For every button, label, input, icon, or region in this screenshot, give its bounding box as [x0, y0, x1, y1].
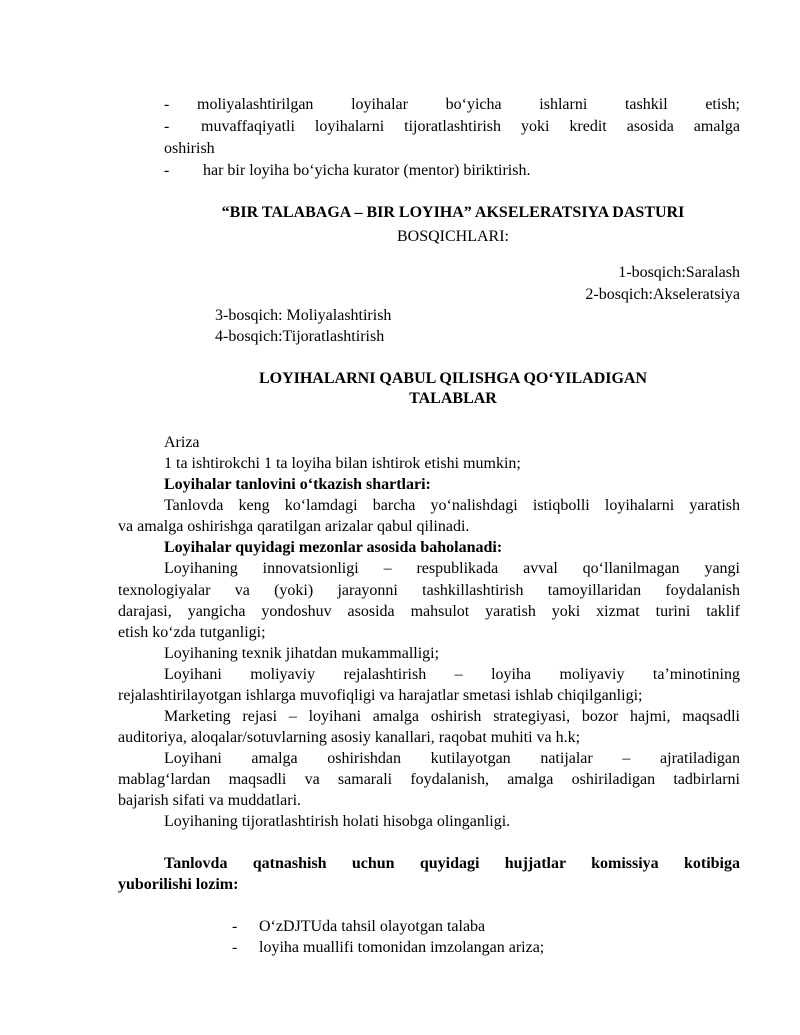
- conditions-heading: Loyihalar tanlovini o‘tkazish shartlari:: [164, 476, 431, 493]
- requirements-title-line2: TALABLAR: [409, 390, 497, 407]
- criterion-results: mablag‘lardan maqsadli va samarali foydalanish, amalga oshiriladigan tadbirlarni: [118, 771, 740, 788]
- criterion-innovation: texnologiyalar va (yoki) jarayonni tashkillashtirish tamoyillaridan foydalanish: [118, 582, 740, 599]
- program-subtitle: BOSQICHLARI:: [396, 228, 509, 245]
- criterion-results: bajarish sifati va muddatlari.: [118, 792, 302, 809]
- criterion-commercialization: Loyihaning tijoratlashtirish holati hisobga olinganligi.: [164, 813, 511, 830]
- list-item-text: har bir loyiha bo‘yicha kurator (mentor) biriktirish.: [203, 162, 531, 179]
- conditions-text: va amalga oshirishga qaratilgan arizalar qabul qilinadi.: [118, 518, 470, 535]
- criterion-marketing: auditoriya, aloqalar/sotuvlarning asosiy kanallari, raqobat muhiti va h.k;: [118, 729, 581, 746]
- criteria-heading: Loyihalar quyidagi mezonlar asosida baholanadi:: [164, 539, 503, 556]
- documents-heading: Tanlovda qatnashish uchun quyidagi hujjatlar komissiya kotibiga: [164, 855, 740, 872]
- list-dash: -: [164, 162, 170, 179]
- list-item-text: moliyalashtirilgan loyihalar bo‘yicha ishlarni tashkil etish;: [197, 96, 740, 113]
- criterion-financial: Loyihani moliyaviy rejalashtirish – loyiha moliyaviy ta’minotining: [164, 666, 740, 683]
- criterion-innovation: darajasi, yangicha yondoshuv asosida mahsulot yaratish yoki xizmat turini taklif: [118, 603, 740, 620]
- list-dash: -: [164, 118, 170, 135]
- criterion-innovation: Loyihaning innovatsionligi – respublikada avval qo‘llanilmagan yangi: [164, 560, 740, 577]
- program-title: “BIR TALABAGA – BIR LOYIHA” AKSELERATSIYA DASTURI: [221, 204, 685, 221]
- list-dash: -: [232, 939, 238, 956]
- stage-4: 4-bosqich:Tijoratlashtirish: [215, 328, 385, 345]
- criterion-financial: rejalashtirilayotgan ishlarga muvofiqligi va harajatlar smetasi ishlab chiqilganligi;: [118, 687, 643, 704]
- criterion-technical: Loyihaning texnik jihatdan mukammalligi;: [164, 645, 440, 662]
- list-dash: -: [164, 96, 170, 113]
- requirements-title-line1: LOYIHALARNI QABUL QILISHGA QO‘YILADIGAN: [258, 370, 648, 387]
- stage-3: 3-bosqich: Moliyalashtirish: [215, 307, 392, 324]
- list-dash: -: [232, 918, 238, 935]
- documents-heading: yuborilishi lozim:: [118, 876, 239, 893]
- criterion-results: Loyihani amalga oshirishdan kutilayotgan natijalar – ajratiladigan: [164, 750, 740, 767]
- list-item-text: muvaffaqiyatli loyihalarni tijoratlashtirish yoki kredit asosida amalga: [201, 118, 740, 135]
- stage-2: 2-bosqich:Akseleratsiya: [585, 286, 740, 303]
- document-item: O‘zDJTUda tahsil olayotgan talaba: [259, 918, 486, 935]
- document-item: loyiha muallifi tomonidan imzolangan ariza;: [259, 939, 545, 956]
- one-project-rule: 1 ta ishtirokchi 1 ta loyiha bilan ishtirok etishi mumkin;: [164, 455, 521, 472]
- stage-1: 1-bosqich:Saralash: [618, 264, 740, 281]
- list-item-continuation: oshirish: [164, 140, 215, 157]
- conditions-text: Tanlovda keng ko‘lamdagi barcha yo‘nalishdagi istiqbolli loyihalarni yaratish: [164, 497, 740, 514]
- ariza-label: Ariza: [164, 434, 200, 451]
- criterion-innovation: etish ko‘zda tutganligi;: [118, 624, 266, 641]
- criterion-marketing: Marketing rejasi – loyihani amalga oshirish strategiyasi, bozor hajmi, maqsadli: [164, 708, 740, 725]
